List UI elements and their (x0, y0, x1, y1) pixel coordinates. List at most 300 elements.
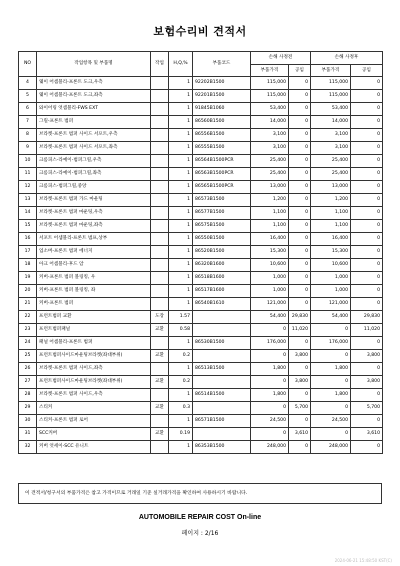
estimate-table (18, 51, 383, 454)
row-part-code (193, 350, 251, 363)
row-part-price-before: 0 (251, 428, 289, 441)
row-part-price-before: 3,100 (251, 142, 289, 155)
row-part-price-after: 3,100 (311, 142, 351, 155)
row-work (151, 389, 169, 402)
row-part-code: 86353B1500 (193, 441, 251, 454)
row-part-price-before: 1,200 (251, 194, 289, 207)
row-part-price-before: 24,500 (251, 415, 289, 428)
row-work: 도장 (151, 311, 169, 324)
row-no: 7 (19, 116, 37, 129)
row-hq: 1 (169, 337, 193, 350)
row-part-price-after: 25,400 (311, 155, 351, 168)
row-part-price-before: 1,000 (251, 272, 289, 285)
row-labor-before: 0 (289, 246, 311, 259)
row-labor-after: 0 (351, 298, 383, 311)
row-part-price-before: 0 (251, 402, 289, 415)
row-labor-after: 0 (351, 207, 383, 220)
row-work (151, 168, 169, 181)
row-part-price-after: 1,000 (311, 272, 351, 285)
header-labor-after: 공임 (351, 65, 383, 77)
row-part-code: 92202B1500 (193, 77, 251, 90)
row-hq: 1 (169, 168, 193, 181)
row-labor-after: 0 (351, 142, 383, 155)
row-part-price-after: 248,000 (311, 441, 351, 454)
row-hq: 1.57 (169, 311, 193, 324)
table-row (19, 298, 383, 311)
estimate-rows (19, 77, 383, 454)
row-work (151, 207, 169, 220)
table-row (19, 363, 383, 376)
row-hq: 1 (169, 155, 193, 168)
row-labor-before: 0 (289, 298, 311, 311)
row-item-name: 커버-프론트 범퍼 볼링킹, 좌 (37, 285, 151, 298)
row-item-name: 프런트범퍼패널 (37, 324, 151, 337)
row-labor-after: 0 (351, 389, 383, 402)
row-part-price-before: 1,100 (251, 207, 289, 220)
row-hq: 1 (169, 389, 193, 402)
row-item-name: 브라켓-프론트 범퍼 사이드 서포트,우측 (37, 129, 151, 142)
print-timestamp: 2024-06-21 15:48:50 KST(C) (334, 558, 392, 563)
row-work (151, 441, 169, 454)
row-no: 15 (19, 220, 37, 233)
row-item-name: 커버 엇세이-SCC 유니트 (37, 441, 151, 454)
row-labor-after: 5,700 (351, 402, 383, 415)
row-item-name: 커버-프론트 범퍼 (37, 298, 151, 311)
row-part-code: 86560B1500 (193, 116, 251, 129)
table-row (19, 233, 383, 246)
table-row (19, 324, 383, 337)
row-hq: 0.19 (169, 428, 193, 441)
row-labor-after: 0 (351, 129, 383, 142)
row-part-code: 86571B1500 (193, 415, 251, 428)
row-no: 9 (19, 142, 37, 155)
row-work (151, 220, 169, 233)
row-no: 16 (19, 233, 37, 246)
table-row (19, 181, 383, 194)
row-work (151, 363, 169, 376)
row-hq: 1 (169, 285, 193, 298)
row-labor-after: 0 (351, 103, 383, 116)
row-hq: 1 (169, 194, 193, 207)
row-part-code: 86514B1500 (193, 389, 251, 402)
row-part-price-after: 115,000 (311, 77, 351, 90)
row-no: 27 (19, 376, 37, 389)
row-labor-before: 0 (289, 207, 311, 220)
row-part-price-before: 1,100 (251, 220, 289, 233)
row-no: 19 (19, 272, 37, 285)
row-labor-after: 29,830 (351, 311, 383, 324)
row-part-price-after: 25,400 (311, 168, 351, 181)
row-labor-before: 3,800 (289, 376, 311, 389)
row-labor-before: 0 (289, 194, 311, 207)
row-labor-before: 0 (289, 285, 311, 298)
row-work (151, 90, 169, 103)
table-row (19, 103, 383, 116)
row-part-code (193, 376, 251, 389)
row-labor-before: 0 (289, 389, 311, 402)
row-no: 18 (19, 259, 37, 272)
row-no: 4 (19, 77, 37, 90)
row-labor-before: 0 (289, 233, 311, 246)
row-part-price-before: 25,400 (251, 168, 289, 181)
row-item-name: 크롬피스-범퍼그릴,중앙 (37, 181, 151, 194)
row-item-name: SCC커버 (37, 428, 151, 441)
table-row (19, 311, 383, 324)
row-work: 교환 (151, 376, 169, 389)
row-no: 31 (19, 428, 37, 441)
table-row (19, 129, 383, 142)
row-part-price-before: 1,800 (251, 363, 289, 376)
table-row (19, 415, 383, 428)
table-row (19, 337, 383, 350)
row-item-name: 와이어링 엇셈블리-FWS EXT (37, 103, 151, 116)
row-part-price-before: 115,000 (251, 77, 289, 90)
row-item-name: 웨이 어셈블리-프론트 도크,우측 (37, 77, 151, 90)
row-hq: 1 (169, 415, 193, 428)
row-part-code: 86540B1610 (193, 298, 251, 311)
row-labor-before: 0 (289, 77, 311, 90)
header-hq: H,Q,% (169, 52, 193, 77)
row-part-price-after: 0 (311, 428, 351, 441)
row-no: 20 (19, 285, 37, 298)
row-labor-before: 0 (289, 168, 311, 181)
row-item-name: 프런트범퍼사이드마운팅브라켓(좌대부위) (37, 350, 151, 363)
page-number: 페이지 : 2/16 (181, 530, 219, 537)
row-hq: 1 (169, 246, 193, 259)
row-labor-before: 29,830 (289, 311, 311, 324)
row-part-price-after: 1,000 (311, 285, 351, 298)
table-row (19, 155, 383, 168)
row-hq: 1 (169, 441, 193, 454)
row-labor-after: 0 (351, 337, 383, 350)
row-part-price-after: 1,800 (311, 389, 351, 402)
row-part-price-before: 54,400 (251, 311, 289, 324)
row-work (151, 142, 169, 155)
row-part-price-before: 115,000 (251, 90, 289, 103)
row-no: 26 (19, 363, 37, 376)
row-item-name: 크롬피스-라예이-범퍼그릴,우측 (37, 155, 151, 168)
row-work (151, 259, 169, 272)
header-before-adjustment: 손해 사정전 (251, 52, 311, 65)
row-part-price-after: 24,500 (311, 415, 351, 428)
header-item-name: 작업항목 및 부품명 (37, 52, 151, 77)
row-labor-before: 0 (289, 155, 311, 168)
row-item-name: 아크 어셈블리-후드 암 (37, 259, 151, 272)
row-item-name: 서포트 어셈블리-프론트 범프,상부 (37, 233, 151, 246)
row-part-price-before: 53,400 (251, 103, 289, 116)
row-hq: 1 (169, 129, 193, 142)
row-work (151, 285, 169, 298)
row-part-price-before: 0 (251, 350, 289, 363)
row-no: 30 (19, 415, 37, 428)
row-labor-after: 0 (351, 233, 383, 246)
table-row (19, 376, 383, 389)
row-labor-after: 3,800 (351, 376, 383, 389)
row-item-name: 프런트범퍼 교환 (37, 311, 151, 324)
row-work (151, 337, 169, 350)
row-work (151, 272, 169, 285)
row-work (151, 116, 169, 129)
row-labor-before: 0 (289, 259, 311, 272)
row-part-price-before: 121,000 (251, 298, 289, 311)
table-row (19, 350, 383, 363)
row-part-price-after: 0 (311, 376, 351, 389)
row-part-price-before: 1,000 (251, 285, 289, 298)
row-no: 6 (19, 103, 37, 116)
row-item-name: 스티커-프론트 범퍼 로어 (37, 415, 151, 428)
row-labor-after: 0 (351, 77, 383, 90)
row-part-code: 86550B1500 (193, 233, 251, 246)
table-row (19, 142, 383, 155)
row-labor-after: 0 (351, 90, 383, 103)
row-hq: 1 (169, 220, 193, 233)
row-part-price-after: 1,800 (311, 363, 351, 376)
table-row (19, 285, 383, 298)
document-title: 보험수리비 견적서 (153, 25, 247, 38)
row-item-name: 그릴-프론트 범퍼 (37, 116, 151, 129)
row-part-code: 86555B1500 (193, 142, 251, 155)
row-item-name: 브라켓-프론트 범퍼 마운팅,좌측 (37, 220, 151, 233)
row-part-price-after: 1,200 (311, 194, 351, 207)
row-labor-before: 0 (289, 337, 311, 350)
row-labor-before: 0 (289, 142, 311, 155)
row-labor-after: 0 (351, 272, 383, 285)
row-part-price-after: 0 (311, 324, 351, 337)
table-row (19, 90, 383, 103)
row-labor-before: 0 (289, 272, 311, 285)
row-part-code: 86513B1500 (193, 363, 251, 376)
row-labor-after: 0 (351, 441, 383, 454)
row-part-price-after: 0 (311, 402, 351, 415)
row-labor-after: 0 (351, 246, 383, 259)
row-part-price-before: 3,100 (251, 129, 289, 142)
row-labor-after: 0 (351, 220, 383, 233)
row-no: 21 (19, 298, 37, 311)
row-part-price-after: 14,000 (311, 116, 351, 129)
row-work (151, 129, 169, 142)
row-item-name: 크롬피스-라예이-범퍼그릴,좌측 (37, 168, 151, 181)
row-work (151, 155, 169, 168)
row-labor-after: 0 (351, 415, 383, 428)
row-part-price-after: 176,000 (311, 337, 351, 350)
row-part-code: 91845B1060 (193, 103, 251, 116)
row-part-price-after: 15,300 (311, 246, 351, 259)
row-item-name: 브라켓-프론트 범퍼 사이드,좌측 (37, 363, 151, 376)
row-hq: 1 (169, 272, 193, 285)
row-item-name: 브라켓-프론트 범퍼 사이드 서포트,좌측 (37, 142, 151, 155)
row-hq: 1 (169, 77, 193, 90)
row-work: 교환 (151, 324, 169, 337)
row-hq: 0.3 (169, 402, 193, 415)
row-labor-before: 0 (289, 90, 311, 103)
row-hq: 1 (169, 207, 193, 220)
row-part-code: 86518B1600 (193, 272, 251, 285)
row-no: 25 (19, 350, 37, 363)
row-work (151, 246, 169, 259)
row-no: 14 (19, 207, 37, 220)
row-part-code: 86573B1500 (193, 194, 251, 207)
header-no: NO (19, 52, 37, 77)
row-labor-after: 3,800 (351, 350, 383, 363)
row-labor-after: 0 (351, 363, 383, 376)
row-work (151, 233, 169, 246)
row-hq: 1 (169, 233, 193, 246)
row-hq: 1 (169, 142, 193, 155)
row-no: 13 (19, 194, 37, 207)
row-part-code: 86530B1500 (193, 337, 251, 350)
row-part-price-before: 0 (251, 324, 289, 337)
row-no: 23 (19, 324, 37, 337)
table-row (19, 428, 383, 441)
row-part-code: 86563B1500PCR (193, 168, 251, 181)
row-no: 17 (19, 246, 37, 259)
header-part-price-after: 부품가격 (311, 65, 351, 77)
row-no: 32 (19, 441, 37, 454)
row-item-name: 프런트범퍼사이드마운팅브라켓(좌대부위) (37, 376, 151, 389)
row-no: 12 (19, 181, 37, 194)
row-part-price-after: 16,400 (311, 233, 351, 246)
row-part-code (193, 324, 251, 337)
row-labor-before: 0 (289, 363, 311, 376)
row-labor-before: 0 (289, 103, 311, 116)
table-row (19, 220, 383, 233)
row-part-price-after: 1,100 (311, 207, 351, 220)
row-hq: 1 (169, 298, 193, 311)
row-hq: 0.2 (169, 350, 193, 363)
row-labor-after: 0 (351, 168, 383, 181)
row-part-price-after: 3,100 (311, 129, 351, 142)
table-row (19, 441, 383, 454)
row-item-name: 브라켓-프론트 범퍼 사이드,우측 (37, 389, 151, 402)
table-row (19, 116, 383, 129)
row-part-code (193, 428, 251, 441)
row-part-price-before: 13,000 (251, 181, 289, 194)
row-hq: 1 (169, 116, 193, 129)
row-part-price-before: 1,800 (251, 389, 289, 402)
row-part-price-after: 0 (311, 350, 351, 363)
row-labor-before: 0 (289, 415, 311, 428)
row-hq: 1 (169, 103, 193, 116)
header-after-adjustment: 손해 사정후 (311, 52, 383, 65)
row-no: 10 (19, 155, 37, 168)
table-row (19, 77, 383, 90)
row-part-price-before: 16,400 (251, 233, 289, 246)
row-part-code: 86565B1500PCR (193, 181, 251, 194)
row-labor-after: 0 (351, 194, 383, 207)
row-labor-before: 0 (289, 116, 311, 129)
table-row (19, 207, 383, 220)
price-disclaimer: 이 견적서/청구서의 부품가격은 참고 가격이므로 거래일 기준 실거래가격을 확인하여 사용하시기 바랍니다. (18, 483, 382, 504)
row-work: 교환 (151, 350, 169, 363)
row-no: 5 (19, 90, 37, 103)
row-hq: 1 (169, 363, 193, 376)
row-part-price-before: 25,400 (251, 155, 289, 168)
row-no: 29 (19, 402, 37, 415)
row-part-price-before: 15,300 (251, 246, 289, 259)
row-hq: 1 (169, 90, 193, 103)
table-row (19, 389, 383, 402)
row-labor-before: 3,800 (289, 350, 311, 363)
table-row (19, 259, 383, 272)
row-part-price-after: 54,400 (311, 311, 351, 324)
row-part-code: 86575B1500 (193, 220, 251, 233)
row-labor-after: 0 (351, 116, 383, 129)
header-labor-before: 공임 (289, 65, 311, 77)
row-part-price-before: 176,000 (251, 337, 289, 350)
row-part-price-after: 121,000 (311, 298, 351, 311)
header-work: 작업 (151, 52, 169, 77)
row-item-name: 패널 어셈블리-프론트 범퍼 (37, 337, 151, 350)
row-item-name: 웨이 어셈블리-프론트 도크,좌측 (37, 90, 151, 103)
row-part-price-after: 53,400 (311, 103, 351, 116)
row-part-code (193, 311, 251, 324)
row-item-name: 브라켓-프론트 범퍼 마운팅,우측 (37, 207, 151, 220)
table-row (19, 272, 383, 285)
brand-name: AUTOMOBILE REPAIR COST On-line (138, 514, 262, 521)
row-part-price-before: 248,000 (251, 441, 289, 454)
row-no: 11 (19, 168, 37, 181)
table-row (19, 246, 383, 259)
row-part-code: 86577B1500 (193, 207, 251, 220)
row-part-price-after: 1,100 (311, 220, 351, 233)
row-part-price-before: 0 (251, 376, 289, 389)
row-part-price-after: 10,600 (311, 259, 351, 272)
row-work (151, 415, 169, 428)
row-work (151, 103, 169, 116)
row-hq: 0.58 (169, 324, 193, 337)
row-item-name: 스티커 (37, 402, 151, 415)
row-hq: 1 (169, 259, 193, 272)
header-part-price-before: 부품가격 (251, 65, 289, 77)
table-row (19, 194, 383, 207)
row-item-name: 브라켓-프론트 범퍼 가드 마운팅 (37, 194, 151, 207)
row-work (151, 77, 169, 90)
row-part-price-before: 10,600 (251, 259, 289, 272)
row-labor-before: 3,610 (289, 428, 311, 441)
row-part-code: 86556B1500 (193, 129, 251, 142)
row-labor-after: 0 (351, 285, 383, 298)
row-no: 8 (19, 129, 37, 142)
row-labor-after: 0 (351, 181, 383, 194)
row-labor-before: 0 (289, 220, 311, 233)
row-no: 24 (19, 337, 37, 350)
row-no: 22 (19, 311, 37, 324)
row-work: 교환 (151, 428, 169, 441)
row-labor-before: 0 (289, 181, 311, 194)
table-row (19, 402, 383, 415)
row-labor-after: 0 (351, 155, 383, 168)
row-work (151, 181, 169, 194)
row-labor-after: 3,610 (351, 428, 383, 441)
table-row (19, 168, 383, 181)
row-labor-before: 0 (289, 441, 311, 454)
row-part-code (193, 402, 251, 415)
row-hq: 1 (169, 181, 193, 194)
row-labor-before: 11,020 (289, 324, 311, 337)
row-hq: 0.2 (169, 376, 193, 389)
row-item-name: 업소버-프론트 범퍼 에너지 (37, 246, 151, 259)
row-labor-before: 0 (289, 129, 311, 142)
row-work (151, 298, 169, 311)
row-labor-after: 11,020 (351, 324, 383, 337)
row-part-price-before: 14,000 (251, 116, 289, 129)
row-part-code: 86564B1500PCR (193, 155, 251, 168)
row-no: 28 (19, 389, 37, 402)
row-part-code: 92201B1500 (193, 90, 251, 103)
row-item-name: 커버-프론트 범퍼 볼링킹, 우 (37, 272, 151, 285)
header-part-code: 부품코드 (193, 52, 251, 77)
row-part-code: 86520B1500 (193, 246, 251, 259)
